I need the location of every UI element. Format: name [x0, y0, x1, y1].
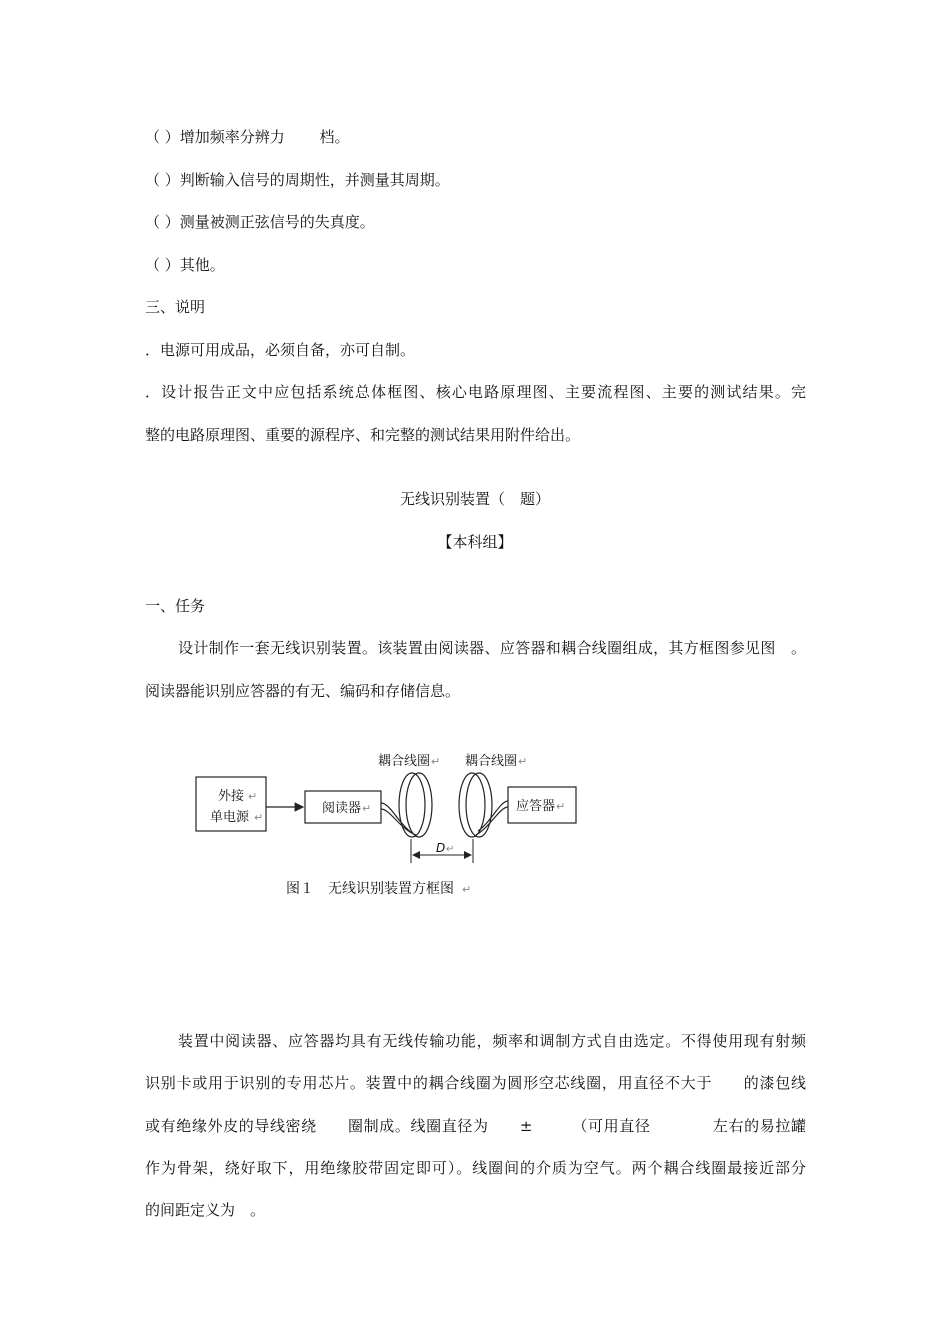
body-paragraph-line: 的间距定义为 。: [145, 1201, 266, 1219]
option-item: （ ）测量被测正弦信号的失真度。: [145, 213, 375, 231]
block-diagram: [190, 745, 610, 905]
task-paragraph-line: 设计制作一套无线识别装置。该装置由阅读器、应答器和耦合线圈组成，其方框图参见图 。: [178, 639, 806, 657]
transponder-label: 应答器: [516, 799, 556, 814]
svg-text:↵: ↵: [518, 755, 528, 768]
svg-text:图１ 无线识别装置方框图: 图１ 无线识别装置方框图: [286, 881, 454, 897]
coil-label-right: [465, 753, 527, 769]
task-paragraph-line: 阅读器能识别应答器的有无、编码和存储信息。: [145, 682, 461, 700]
coil-label-left: [378, 753, 440, 769]
svg-text:↵: ↵: [254, 811, 264, 824]
note-item: ．设计报告正文中应包括系统总体框图、核心电路原理图、主要流程图、主要的测试结果。完: [145, 383, 806, 401]
svg-text:↵: ↵: [462, 883, 472, 896]
section-heading: 三、说明: [145, 298, 206, 316]
svg-text:↵: ↵: [431, 755, 441, 768]
problem-title: 无线识别装置（ 题）: [399, 490, 550, 508]
body-paragraph-line: 或有绝缘外皮的导线密绕 圈制成。线圈直径为 ± （可用直径 左右的易拉罐: [145, 1117, 806, 1135]
svg-text:D: D: [436, 841, 446, 855]
coil-right: [459, 773, 508, 837]
svg-text:↵: ↵: [446, 844, 455, 855]
problem-group: 【本科组】: [437, 533, 513, 551]
distance-indicator: [411, 839, 473, 863]
option-item: （ ）其他。: [145, 256, 225, 274]
option-item: （ ）判断输入信号的周期性，并测量其周期。: [145, 171, 450, 189]
power-supply-label: 外接: [218, 789, 245, 804]
task-heading: 一、任务: [145, 597, 206, 615]
reader-label: 阅读器: [322, 801, 362, 816]
body-paragraph-line: 作为骨架，绕好取下，用绝缘胶带固定即可）。线圈间的介质为空气。两个耦合线圈最接近部分: [145, 1159, 806, 1177]
body-paragraph-line: 装置中阅读器、应答器均具有无线传输功能，频率和调制方式自由选定。不得使用现有射频: [178, 1032, 806, 1050]
note-item: ．电源可用成品，必须自备，亦可自制。: [145, 341, 416, 359]
svg-text:耦合线圈: 耦合线圈: [378, 754, 431, 769]
note-item-continued: 整的电路原理图、重要的源程序、和完整的测试结果用附件给出。: [145, 426, 581, 444]
option-item: （ ）增加频率分辨力 档。: [145, 128, 350, 146]
svg-text:耦合线圈: 耦合线圈: [465, 754, 518, 769]
figure-caption: [286, 880, 471, 897]
svg-text:↵: ↵: [556, 800, 566, 813]
body-paragraph-line: 识别卡或用于识别的专用芯片。装置中的耦合线圈为圆形空芯线圈，用直径不大于 的漆包线: [145, 1074, 806, 1092]
coil-left: [381, 773, 432, 837]
power-supply-label: 单电源: [210, 810, 250, 825]
svg-text:↵: ↵: [248, 790, 258, 803]
svg-text:↵: ↵: [362, 802, 372, 815]
